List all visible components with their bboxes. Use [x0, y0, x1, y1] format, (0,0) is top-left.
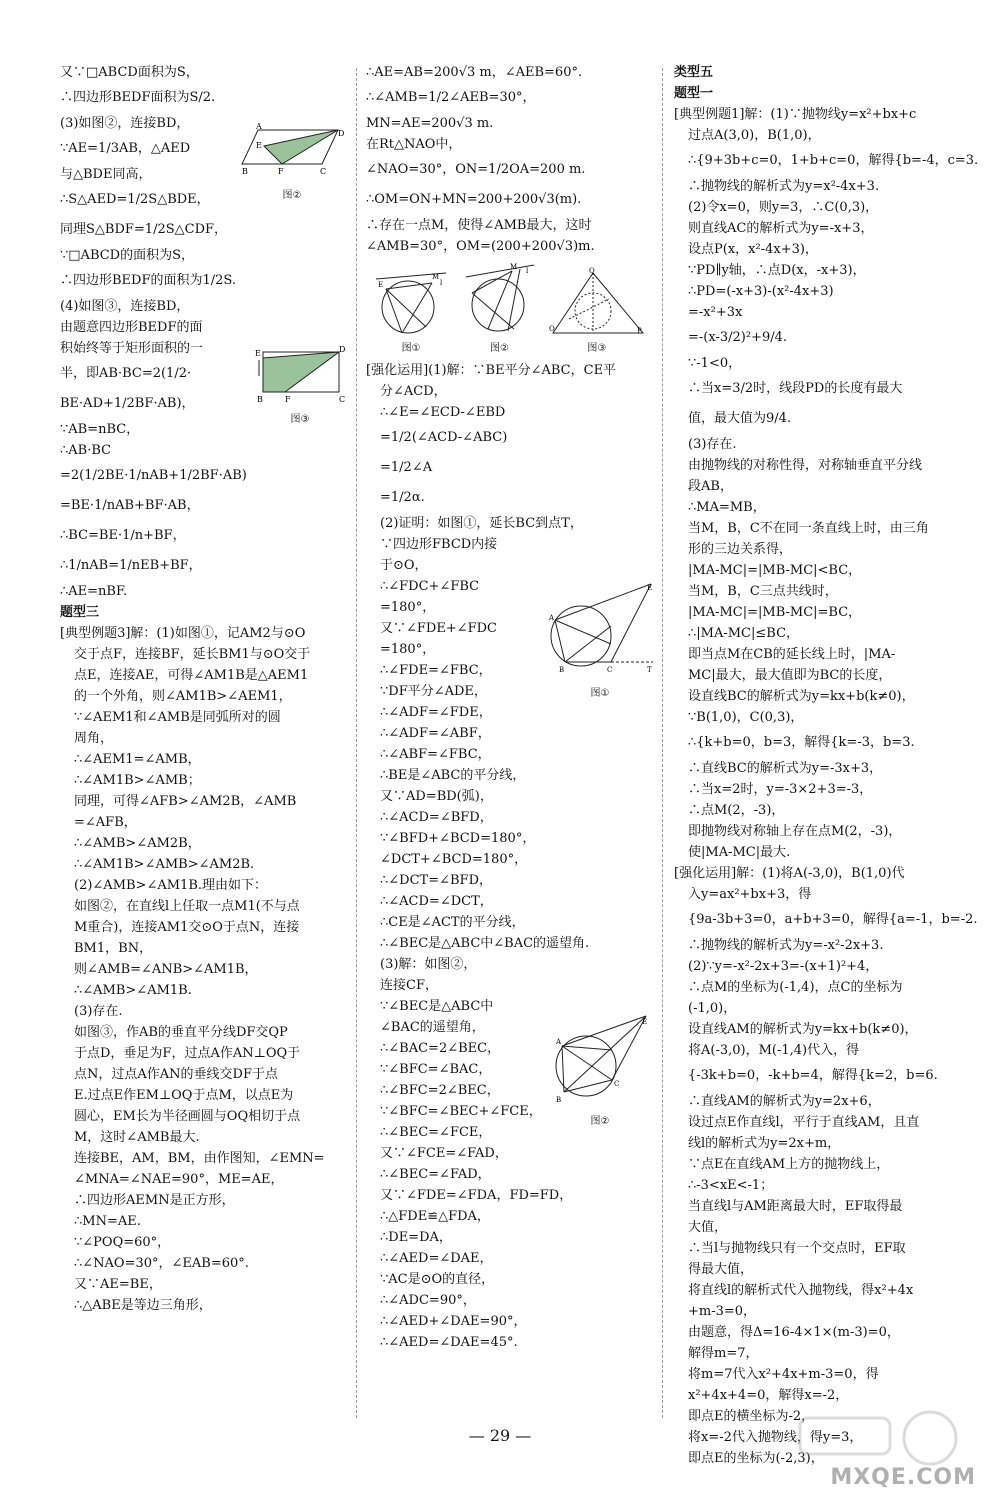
text-line: ∴∠AED=∠DAE=45°. [380, 1335, 518, 1350]
text-line: =1/2α. [380, 490, 425, 505]
section-heading: 题型一 [674, 86, 714, 101]
figure-caption: 图① [590, 688, 610, 699]
text-line: =∠AFB， [74, 815, 137, 830]
svg-text:B: B [556, 1096, 562, 1104]
figure-rectangle [255, 346, 345, 425]
column-left [60, 62, 345, 1426]
text-line: 段AB， [688, 479, 733, 494]
svg-text:l: l [440, 279, 443, 287]
figure-caption: 图② [590, 1116, 610, 1127]
svg-text:E: E [378, 281, 384, 289]
page-number: — 29 — [468, 1426, 532, 1445]
text-line: 分∠ACD， [380, 384, 447, 399]
section-heading: 题型三 [60, 605, 100, 620]
figure-triangle-circle [549, 269, 645, 354]
text-line: =BE·1/nAB+BF·AB， [60, 498, 200, 513]
text-line: ∵AB=nBC， [60, 422, 140, 437]
text-line: 半，即AB·BC=2(1/2· [60, 366, 192, 381]
text-line: ∵点E在直线AM上方的抛物线上， [688, 1157, 890, 1172]
text-line: ∴∠NAO=30°，∠EAB=60°. [74, 1256, 249, 1271]
text-line: ∵∠BFD+∠BCD=180°， [380, 831, 536, 846]
svg-text:T: T [647, 666, 652, 674]
figure-caption: 图① [401, 343, 421, 354]
text-line: ∴∠FDE=∠FBC， [380, 663, 492, 678]
text-line: ∴∠ACD=∠DCT， [380, 894, 493, 909]
svg-text:E: E [256, 141, 262, 150]
svg-text:A: A [549, 614, 555, 622]
svg-text:F: F [285, 395, 291, 404]
figure-caption: 图② [282, 190, 302, 201]
svg-text:A: A [256, 122, 262, 131]
text-line: [强化运用]解：(1)将A(-3,0)，B(1,0)代 [674, 866, 905, 881]
text-line: ∴-3<xE<-1； [688, 1178, 774, 1193]
text-line: (3)存在. [74, 1004, 123, 1019]
text-line: 当M，B，C不在同一条直线上时，由三角 [688, 521, 929, 536]
text-line: ∴∠AMB>∠AM1B. [74, 983, 192, 998]
text-line: ∵-1<0， [688, 356, 742, 371]
text-line: |MA-MC|=|MB-MC|=BC， [688, 605, 862, 620]
section-heading: 类型五 [674, 65, 714, 80]
text-line: (2)令x=0，则y=3，∴C(0,3)， [688, 200, 879, 215]
text-line: 线l的解析式为y=2x+m， [688, 1136, 841, 1151]
text-line: 即点E的横坐标为-2， [688, 1409, 815, 1424]
text-line: ∴PD=(-x+3)-(x²-4x+3) [688, 284, 834, 299]
text-line: 与△BDE同高， [60, 167, 152, 182]
text-line: ∴∠BEC=∠FAD， [380, 1167, 491, 1182]
column-divider [356, 68, 357, 1418]
text-line: ∴∠BAC=2∠BEC， [380, 1041, 501, 1056]
text-line: ∴抛物线的解析式为y=-x²-2x+3. [688, 938, 884, 953]
text-line: ∵∠BFC=∠BEC+∠FCE， [380, 1104, 542, 1119]
text-line: 值，最大值为9/4. [688, 411, 792, 426]
text-line: =-x²+3x [688, 305, 743, 320]
text-line: 当M，B，C三点共线时， [688, 584, 838, 599]
figure-caption: 图③ [587, 343, 607, 354]
svg-text:B: B [257, 395, 263, 404]
text-line: (2)∵y=-x²-2x+3=-(x+1)²+4， [688, 959, 879, 974]
text-line: ∴AE=AB=200√3 m，∠AEB=60°. [366, 65, 583, 80]
figure-parallelogram [240, 122, 345, 201]
text-line: 如图③，作AB的垂直平分线DF交QP [74, 1025, 288, 1040]
text-line: ∴直线AM的解析式为y=2x+6， [688, 1094, 881, 1109]
text-line: 使|MA-MC|最大. [688, 845, 791, 860]
column-right [674, 62, 979, 1466]
svg-text:B: B [242, 167, 248, 176]
text-line: 点N，过点A作AN的垂线交DF于点 [74, 1067, 278, 1082]
text-line: ∴{9+3b+c=0，1+b+c=0，解得{b=-4，c=3. [688, 153, 979, 168]
svg-text:E: E [255, 349, 261, 358]
text-line: 连接CF， [380, 978, 438, 993]
text-line: 设直线BC的解析式为y=kx+b(k≠0)， [688, 689, 915, 704]
text-line: ∴S△AED=1/2S△BDE， [60, 192, 210, 207]
text-line: ∴∠FDC+∠FBC [380, 579, 480, 594]
svg-text:E: E [647, 584, 653, 592]
text-line: 在Rt△NAO中， [366, 137, 462, 152]
text-line: 圆心，EM长为半径画圆与OQ相切于点 [74, 1109, 301, 1124]
text-line: ∠DCT+∠BCD=180°， [380, 852, 528, 867]
text-line: ∴∠DCT=∠BFD， [380, 873, 492, 888]
text-line: =180°， [380, 600, 436, 615]
text-line: ∠NAO=30°，ON=1/2OA=200 m. [366, 162, 586, 177]
text-line: ∴AE=nBF. [60, 584, 128, 599]
figure-inscribed-quad-1 [545, 580, 655, 699]
text-line: =1/2∠A [380, 460, 433, 475]
text-line: 大值， [688, 1220, 728, 1235]
text-line: [典型例题3]解：(1)如图①，记AM2与⊙O [60, 626, 306, 641]
text-line: ∴OM=ON+MN=200+200√3(m). [366, 192, 582, 207]
svg-text:D: D [338, 129, 345, 138]
text-line: 点E，连接AE，可得∠AM1B是△AEM1 [74, 668, 309, 683]
text-line: ∴点M的坐标为(-1,4)，点C的坐标为 [688, 980, 903, 995]
parallelogram-diagram [240, 122, 345, 182]
svg-text:O: O [548, 325, 555, 333]
text-line: ∴∠AM1B>∠AMB； [74, 773, 201, 788]
text-line: ∴{k+b=0，b=3，解得{k=-3，b=3. [688, 735, 915, 750]
svg-text:A: A [556, 1038, 562, 1046]
svg-text:P: P [636, 327, 642, 335]
text-line: 将x=-2代入抛物线，得y=3， [688, 1430, 863, 1445]
inscribed-quad-diagram [545, 580, 655, 680]
text-line: (-1,0)， [688, 1001, 737, 1016]
text-line: 又∵∠FDE+∠FDC [380, 621, 498, 636]
text-line: ∴BC=BE·1/n+BF， [60, 528, 186, 543]
text-line: (3)存在. [688, 437, 737, 452]
text-line: 又∵□ABCD面积为S， [60, 65, 199, 80]
text-line: ∴直线BC的解析式为y=-3x+3， [688, 761, 883, 776]
text-line: =-(x-3/2)²+9/4. [688, 330, 788, 345]
text-line: ∴|MA-MC|≤BC， [688, 626, 800, 641]
text-line: MN=AE=200√3 m. [366, 116, 494, 131]
text-line: ∴1/nAB=1/nEB+BF， [60, 558, 202, 573]
text-line: 即点E的坐标为(-2,3)， [688, 1451, 824, 1466]
column-divider [662, 68, 663, 1418]
text-line: 由题意四边形BEDF的面 [60, 320, 203, 335]
text-line: ∴∠BEC是△ABC中∠BAC的遥望角. [380, 936, 590, 951]
text-line: ∴∠ACD=∠BFD， [380, 810, 493, 825]
text-line: +m-3=0， [688, 1304, 757, 1319]
text-line: ∴MA=MB， [688, 500, 766, 515]
text-line: {-3k+b=0，-k+b=4，解得{k=2，b=6. [688, 1068, 938, 1083]
text-line: ∴BE是∠ABC的平分线， [380, 768, 526, 783]
text-line: ∴∠AED=∠DAE， [380, 1251, 493, 1266]
text-line: ∵∠AEM1和∠AMB是同弧所对的圆 [74, 710, 281, 725]
text-line: [典型例题1]解：(1)∵抛物线y=x²+bx+c [674, 107, 917, 122]
text-line: 过点A(3,0)，B(1,0)， [688, 128, 821, 143]
text-line: ∴∠ADF=∠FDE， [380, 705, 492, 720]
text-line: M重合)，连接AM1交⊙O于点N，连接 [74, 920, 300, 935]
text-line: ∴∠AMB=1/2∠AEB=30°， [366, 90, 536, 105]
text-line: E.过点E作EM⊥OQ于点M，以点E为 [74, 1088, 294, 1103]
text-line: 形的三边关系得， [688, 542, 793, 557]
text-line: ∴DE=DA， [380, 1230, 452, 1245]
svg-text:l: l [526, 267, 529, 275]
text-line: 积始终等于矩形面积的一 [60, 341, 204, 356]
text-line: 又∵∠FCE=∠FAD， [380, 1146, 508, 1161]
rectangle-diagram [255, 346, 345, 406]
text-line: BM1，BN， [74, 941, 153, 956]
circle-figures-row [366, 263, 651, 354]
text-line: 设直线AM的解析式为y=kx+b(k≠0)， [688, 1022, 918, 1037]
text-line: ∵PD∥y轴，∴点D(x，-x+3)， [688, 263, 866, 278]
text-line: ∴∠AED+∠DAE=90°， [380, 1314, 527, 1329]
circle-diagram [462, 263, 536, 339]
text-line: 由抛物线的对称性得，对称轴垂直平分线 [688, 458, 923, 473]
text-line: 又∵AE=BE， [74, 1277, 162, 1292]
circle-diagram [372, 269, 450, 339]
watermark-text: MXQE.COM [830, 1465, 976, 1490]
text-line: ∴△ABE是等边三角形， [74, 1298, 212, 1313]
text-line: ∴∠ADF=∠ABF， [380, 726, 491, 741]
svg-text:E: E [642, 1018, 648, 1026]
text-line: |MA-MC|=|MB-MC|<BC， [688, 563, 862, 578]
figure-caption: 图② [490, 343, 509, 354]
text-line: 将直线l的解析式代入抛物线，得x²+4x [688, 1283, 914, 1298]
text-line: =180°， [380, 642, 436, 657]
text-line: (4)如图③，连接BD， [60, 299, 190, 314]
text-line: ∴点M(2，-3)， [688, 803, 785, 818]
text-line: 又∵∠FDE=∠FDA，FD=FD， [380, 1188, 573, 1203]
svg-text:B: B [559, 666, 565, 674]
text-line: 又∵AD=BD(弧)， [380, 789, 493, 804]
text-line: ∴AB·BC [60, 443, 112, 458]
text-line: 将A(-3,0)，M(-1,4)代入，得 [688, 1043, 860, 1058]
text-line: ∵B(1,0)，C(0,3)， [688, 710, 804, 725]
text-line: ∵四边形FBCD内接 [380, 537, 498, 552]
text-line: ∵AC是⊙O的直径， [380, 1272, 495, 1287]
text-line: ∴抛物线的解析式为y=x²-4x+3. [688, 179, 880, 194]
text-line: ∴MN=AE. [74, 1214, 141, 1229]
text-line: 则直线AC的解析式为y=-x+3， [688, 221, 874, 236]
text-line: ∵∠BEC是△ABC中 [380, 999, 494, 1014]
text-line: ∵AE=1/3AB，△AED [60, 141, 191, 156]
text-line: ∴四边形BEDF面积为S/2. [60, 90, 216, 105]
text-line: (3)如图②，连接BD， [60, 116, 190, 131]
text-line: M，这时∠AMB最大. [74, 1130, 200, 1145]
text-line: 入y=ax²+bx+3，得 [688, 887, 812, 902]
text-line: ∴当l与抛物线只有一个交点时，EF取 [688, 1241, 906, 1256]
text-line: ∴四边形BEDF的面积为1/2S. [60, 273, 236, 288]
text-line: (2)证明：如图①，延长BC到点T， [380, 516, 583, 531]
triangle-circle-diagram [549, 269, 645, 339]
text-line: 于点D，垂足为F，过点A作AN⊥OQ于 [74, 1046, 301, 1061]
text-line: 得最大值， [688, 1262, 754, 1277]
text-line: BE·AD+1/2BF·AB)， [60, 396, 195, 411]
figure-caption: 图③ [290, 414, 310, 425]
figure-circle-2 [462, 263, 536, 354]
text-line: ∴∠AM1B>∠AMB>∠AM2B. [74, 857, 255, 872]
text-line: [强化运用](1)解：∵BE平分∠ABC，CE平 [366, 363, 617, 378]
text-line: ∵DF平分∠ADE， [380, 684, 487, 699]
text-line: 当直线l与AM距离最大时，EF取得最 [688, 1199, 903, 1214]
svg-text:Q: Q [588, 267, 595, 275]
text-line: 则∠AMB=∠ANB>∠AM1B， [74, 962, 258, 977]
text-line: 于⊙O， [380, 558, 428, 573]
text-line: 连接BE，AM，BM，由作图知，∠EMN= [74, 1151, 325, 1166]
text-line: 的一个外角，则∠AM1B>∠AEM1， [74, 689, 292, 704]
text-line: MC|最大，最大值即为BC的长度， [688, 668, 892, 683]
svg-text:C: C [339, 395, 346, 404]
text-line: 周角， [74, 731, 114, 746]
text-line: ∵□ABCD的面积为S， [60, 248, 195, 263]
text-line: 设过点E作直线l，平行于直线AM，且直 [688, 1115, 920, 1130]
text-line: ∠AMB=30°，OM=(200+200√3)m. [366, 239, 595, 254]
text-line: ∴∠ADC=90°， [380, 1293, 476, 1308]
text-line: ∴△FDE≌△FDA， [380, 1209, 490, 1224]
text-line: 设点P(x，x²-4x+3)， [688, 242, 818, 257]
svg-text:F: F [278, 167, 284, 176]
text-line: ∴∠BFC=2∠BEC， [380, 1083, 500, 1098]
text-line: ∴∠ABF=∠FBC， [380, 747, 491, 762]
text-line: ∴∠AEM1=∠AMB， [74, 752, 201, 767]
svg-text:M: M [432, 273, 440, 281]
text-line: 即当点M在CB的延长线上时，|MA- [688, 647, 896, 662]
text-line: ∵∠BFC=∠BAC， [380, 1062, 492, 1077]
svg-text:M: M [510, 263, 518, 271]
text-line: 同理，可得∠AFB>∠AM2B，∠AMB [74, 794, 297, 809]
text-line: ∴当x=3/2时，线段PD的长度有最大 [688, 381, 903, 396]
text-line: 由题意，得Δ=16-4×1×(m-3)=0， [688, 1325, 900, 1340]
text-line: 即抛物线对称轴上存在点M(2，-3)， [688, 824, 902, 839]
inscribed-quad-diagram [550, 1012, 650, 1108]
text-line: {9a-3b+3=0，a+b+3=0，解得{a=-1，b=-2. [688, 912, 978, 927]
svg-text:C: C [607, 666, 613, 674]
text-line: 将m=7代入x²+4x+m-3=0，得 [688, 1367, 879, 1382]
text-line: =2(1/2BE·1/nAB+1/2BF·AB) [60, 468, 247, 483]
text-line: 解得m=7， [688, 1346, 759, 1361]
text-line: ∠MNA=∠NAE=90°，ME=AE， [74, 1172, 284, 1187]
column-middle [366, 62, 651, 1426]
text-line: =1/2(∠ACD-∠ABC) [380, 430, 508, 445]
text-line: (3)解：如图②， [380, 957, 477, 972]
text-line: x²+4x+4=0，解得x=-2， [688, 1388, 849, 1403]
svg-text:D: D [339, 345, 346, 354]
page-number-value: 29 [489, 1426, 511, 1445]
text-line: (2)∠AMB>∠AM1B.理由如下： [74, 878, 268, 893]
figure-inscribed-quad-2 [550, 1012, 650, 1127]
text-line: ∠BAC的遥望角， [380, 1020, 485, 1035]
text-line: ∴∠E=∠ECD-∠EBD [380, 405, 506, 420]
text-line: ∴∠AMB>∠AM2B， [74, 836, 201, 851]
text-line: ∴当x=2时，y=-3×2+3=-3， [688, 782, 873, 797]
text-line: 同理S△BDF=1/2S△CDF， [60, 222, 228, 237]
text-line: ∴CE是∠ACT的平分线， [380, 915, 525, 930]
text-line: 交于点F，连接BF，延长BM1与⊙O交于 [74, 647, 311, 662]
svg-text:C: C [614, 1080, 620, 1088]
text-line: ∴∠BEC=∠FCE， [380, 1125, 492, 1140]
text-line: ∴存在一点M，使得∠AMB最大，这时 [366, 218, 592, 233]
svg-text:C: C [320, 167, 327, 176]
figure-circle-1 [372, 269, 450, 354]
text-line: ∴四边形AEMN是正方形， [74, 1193, 235, 1208]
text-line: ∵∠POQ=60°， [74, 1235, 171, 1250]
text-line: 如图②，在直线l上任取一点M1(不与点 [74, 899, 300, 914]
